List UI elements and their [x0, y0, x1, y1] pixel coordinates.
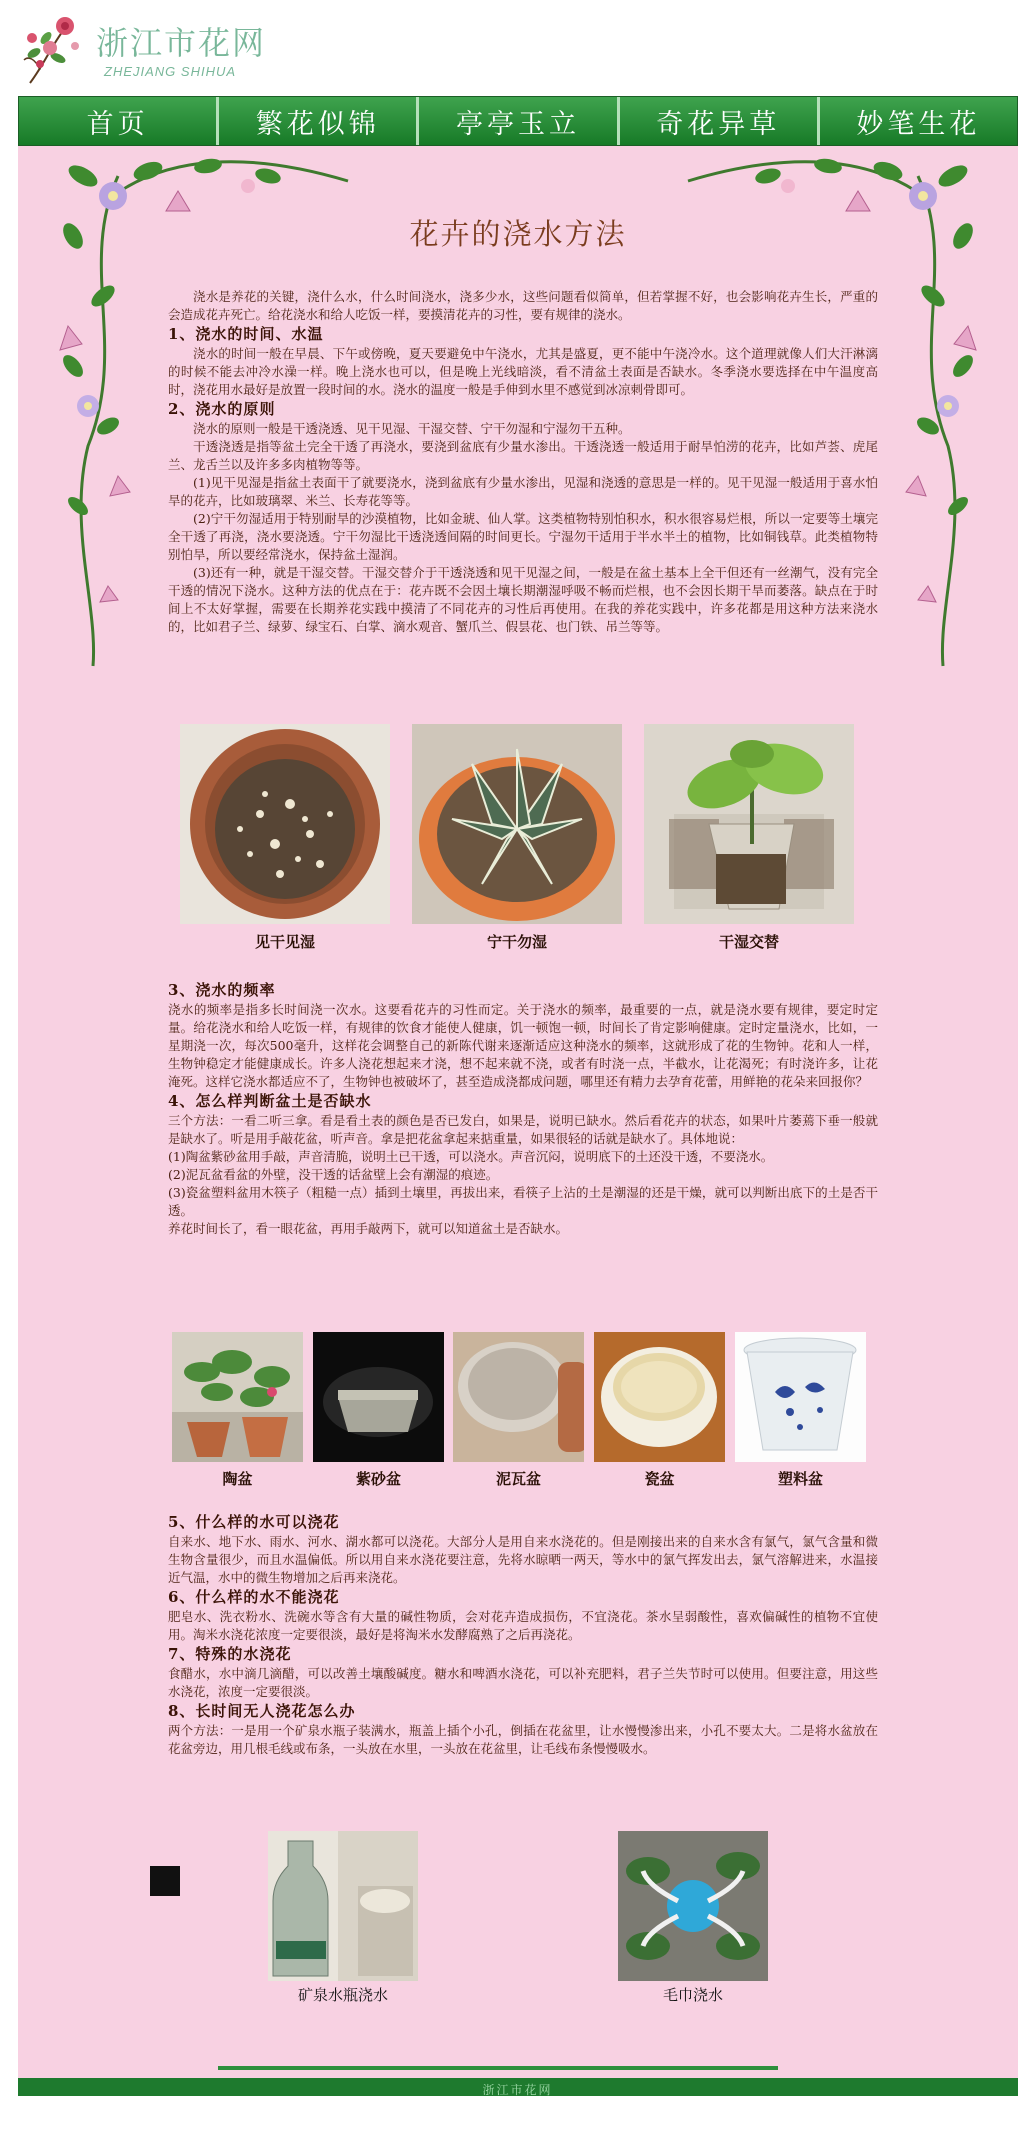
- section-heading-4: 4、怎么样判断盆土是否缺水: [168, 1092, 372, 1110]
- photo-caption-suliaopen: 塑料盆: [777, 1470, 823, 1488]
- section-heading-3: 3、浇水的频率: [168, 981, 276, 999]
- article-title: 花卉的浇水方法: [409, 217, 627, 251]
- site-logo-subtitle: ZHEJIANG SHIHUA: [104, 64, 237, 79]
- section-4-paragraph-3: (2)泥瓦盆看盆的外壁，没干透的话盆壁上会有潮湿的痕迹。: [168, 1167, 499, 1182]
- section-5-paragraph: 自来水、地下水、雨水、河水、湖水都可以浇花。大部分人是用自来水浇花的。但是刚接出来的自来水含有氯气，氯气含量和微生物含量很少，而且水温偏低。所以用自来水浇花要注意，先将水晾晒一两天，等水中的氯气挥发出去，氯气溶解进来，水温接近气温，水中的微生物增加之后再来浇花。: [168, 1534, 878, 1585]
- photo-caption-cipen: 瓷盆: [644, 1470, 675, 1488]
- section-8-paragraph: 两个方法：一是用一个矿泉水瓶子装满水，瓶盖上插个小孔，倒插在花盆里，让水慢慢渗出来，小孔不要太大。二是将水盆放在花盆旁边，用几根毛线或布条，一头放在水里，一头放在花盆里，让毛线布条慢慢吸水。: [168, 1723, 878, 1756]
- section-3-paragraph: 浇水的频率是指多长时间浇一次水。这要看花卉的习性而定。关于浇水的频率，最重要的一点，就是浇水要有规律，要定时定量。给花浇水和给人吃饭一样，有规律的饮食才能使人健康，饥一顿饱一顿，时间长了肯定影响健康。定时定量浇水，比如，一星期浇一次，每次500毫升，这样花会调整自己的新陈代谢来逐渐适应这种浇水的频率，这就形成了花的生物钟。花和人一样，生物钟稳定才能健康成长。许多人浇花想起来才浇，想不起来就不浇，或者有时浇一点，半截水，让花渴死；有时浇许多，让花淹死。这样它浇水都适应不了，生物钟也被破坏了，甚至造成浇都成问题，哪里还有精力去孕育花蕾，用鲜艳的花朵来回报你？: [168, 1002, 878, 1089]
- section-4-paragraph-4: (3)瓷盆塑料盆用木筷子（粗糙一点）插到土壤里，再拔出来，看筷子上沾的土是潮湿的还是干燥，就可以判断出底下的土是否干透。: [168, 1185, 878, 1218]
- photo-cipen: [594, 1332, 725, 1462]
- section-2-paragraph-5: (3)还有一种，就是干湿交替。干湿交替介于干透浇透和见干见湿之间，一般是在盆土基本上全干但还有一丝潮气，没有完全干透的情况下浇水。这种方法的优点在于：花卉既不会因土壤长期潮湿呼吸不畅而烂根，也不会因长期干旱而萎落。缺点在于时间上不太好掌握，需要在长期养花实践中摸清了不同花卉的习性后再使用。在我的养花实践中，许多花都是用这种方法来浇水的，比如君子兰、绿萝、绿宝石、白掌、滴水观音、蟹爪兰、假昙花、也门铁、吊兰等等。: [168, 565, 878, 634]
- article-body-part2: [168, 980, 878, 1238]
- site-header: [0, 0, 1035, 95]
- main-nav: [18, 96, 1018, 146]
- photo-jiangan-jianshi: [180, 724, 390, 924]
- article-area: [18, 146, 1018, 2043]
- photo-caption-taopen: 陶盆: [222, 1470, 253, 1488]
- section-6-paragraph: 肥皂水、洗衣粉水、洗碗水等含有大量的碱性物质，会对花卉造成损伤，不宜浇花。茶水呈弱酸性，喜欢偏碱性的植物不宜使用。淘米水浇花浓度一定要很淡，最好是将淘米水发酵腐熟了之后再浇花。: [168, 1609, 878, 1642]
- photo-niwapen: [453, 1332, 584, 1462]
- section-heading-2: 2、浇水的原则: [168, 400, 276, 418]
- photo-zishapen: [313, 1332, 444, 1462]
- black-square-marker: [150, 1866, 180, 1896]
- section-heading-6: 6、什么样的水不能浇花: [168, 1588, 340, 1606]
- photo-ninggan-wushi: [412, 724, 622, 924]
- footer-text: 浙江市花网: [482, 2083, 553, 2097]
- photo-caption-ninggan-wushi: 宁干勿湿: [486, 933, 547, 951]
- nav-item-fanhua[interactable]: 繁花似锦: [219, 97, 419, 145]
- photo-maojin: [618, 1831, 768, 1981]
- section-4-paragraph-2: (1)陶盆紫砂盆用手敲，声音清脆，说明土已干透，可以浇水。声音沉闷，说明底下的土还没干透，不要浇水。: [168, 1149, 774, 1164]
- site-logo-title: 浙江市花网: [96, 24, 267, 62]
- photo-taopen: [172, 1332, 303, 1462]
- photo-caption-ganshi-jiaoti: 干湿交替: [718, 933, 779, 951]
- footer-divider: [218, 2066, 778, 2070]
- section-2-paragraph-3: (1)见干见湿是指盆土表面干了就要浇水，浇到盆底有少量水渗出，见湿和浇透的意思是一样的。见干见湿一般适用于喜水怕旱的花卉，比如玻璃翠、米兰、长寿花等等。: [168, 475, 878, 508]
- section-2-paragraph-1: 浇水的原则一般是干透浇透、见干见湿、干湿交替、宁干勿湿和宁湿勿干五种。: [193, 421, 631, 436]
- section-4-paragraph-1: 三个方法：一看二听三拿。看是看土表的颜色是否已发白，如果是，说明已缺水。然后看花卉的状态，如果叶片萎蔫下垂一般就是缺水了。听是用手敲花盆，听声音。拿是把花盆拿起来掂重量，如果很轻的话就是缺水了。具体地说：: [168, 1113, 878, 1146]
- flower-logo-icon: [20, 8, 90, 88]
- footer-strip: [18, 2043, 1018, 2078]
- section-7-paragraph: 食醋水，水中滴几滴醋，可以改善土壤酸碱度。糖水和啤酒水浇花，可以补充肥料，君子兰失节时可以使用。但要注意，用这些水浇花，浓度一定要很淡。: [168, 1666, 878, 1699]
- article-body-part1: [168, 288, 878, 636]
- intro-paragraph: 浇水是养花的关键，浇什么水，什么时间浇水，浇多少水，这些问题看似简单，但若掌握不好，也会影响花卉生长，严重的会造成花卉死亡。给花浇水和给人吃饭一样，要摸清花卉的习性，要有规律的浇水。: [168, 289, 878, 322]
- section-heading-1: 1、浇水的时间、水温: [168, 325, 324, 343]
- nav-item-home[interactable]: 首页: [19, 97, 219, 145]
- section-2-paragraph-4: (2)宁干勿湿适用于特别耐旱的沙漠植物，比如金琥、仙人掌。这类植物特别怕积水，积水很容易烂根，所以一定要等土壤完全干透了再浇，浇水要浇透。宁干勿湿比干透浇透间隔的时间更长。宁湿勿干适用于半水半土的植物，比如铜钱草。此类植物特别怕旱，所以要经常浇水，保持盆土湿润。: [168, 511, 878, 562]
- photo-caption-niwapen: 泥瓦盆: [495, 1470, 541, 1488]
- section-heading-8: 8、长时间无人浇花怎么办: [168, 1702, 356, 1720]
- photo-suliaopen: [735, 1332, 866, 1462]
- section-heading-7: 7、特殊的水浇花: [168, 1645, 292, 1663]
- photo-caption-jiangan-jianshi: 见干见湿: [254, 933, 315, 951]
- nav-item-miaobi[interactable]: 妙笔生花: [820, 97, 1017, 145]
- photo-ganshi-jiaoti: [644, 724, 854, 924]
- article-body-part3: [168, 1512, 878, 1758]
- section-2-paragraph-2: 干透浇透是指等盆土完全干透了再浇水，要浇到盆底有少量水渗出。干透浇透一般适用于耐旱怕涝的花卉，比如芦荟、虎尾兰、龙舌兰以及许多多肉植物等等。: [168, 439, 878, 472]
- section-1-paragraph: 浇水的时间一般在早晨、下午或傍晚，夏天要避免中午浇水，尤其是盛夏，更不能中午浇冷水。这个道理就像人们大汗淋漓的时候不能去冲冷水澡一样。晚上浇水也可以，但是晚上光线暗淡，看不清盆土表面是否缺水。冬季浇水要选择在中午温度高时，浇花用水最好是放置一段时间的水。浇水的温度一般是手伸到水里不感觉到冰凉刺骨即可。: [168, 346, 878, 397]
- section-heading-5: 5、什么样的水可以浇花: [168, 1513, 340, 1531]
- nav-item-tingting[interactable]: 亭亭玉立: [419, 97, 619, 145]
- photo-caption-kuangquanshui: 矿泉水瓶浇水: [297, 1986, 388, 2004]
- section-4-paragraph-5: 养花时间长了，看一眼花盆，再用手敲两下，就可以知道盆土是否缺水。: [168, 1221, 569, 1236]
- photo-kuangquanshui: [268, 1831, 418, 1981]
- photo-caption-maojin: 毛巾浇水: [662, 1986, 723, 2004]
- photo-caption-zishapen: 紫砂盆: [355, 1470, 401, 1488]
- nav-item-qihua[interactable]: 奇花异草: [620, 97, 820, 145]
